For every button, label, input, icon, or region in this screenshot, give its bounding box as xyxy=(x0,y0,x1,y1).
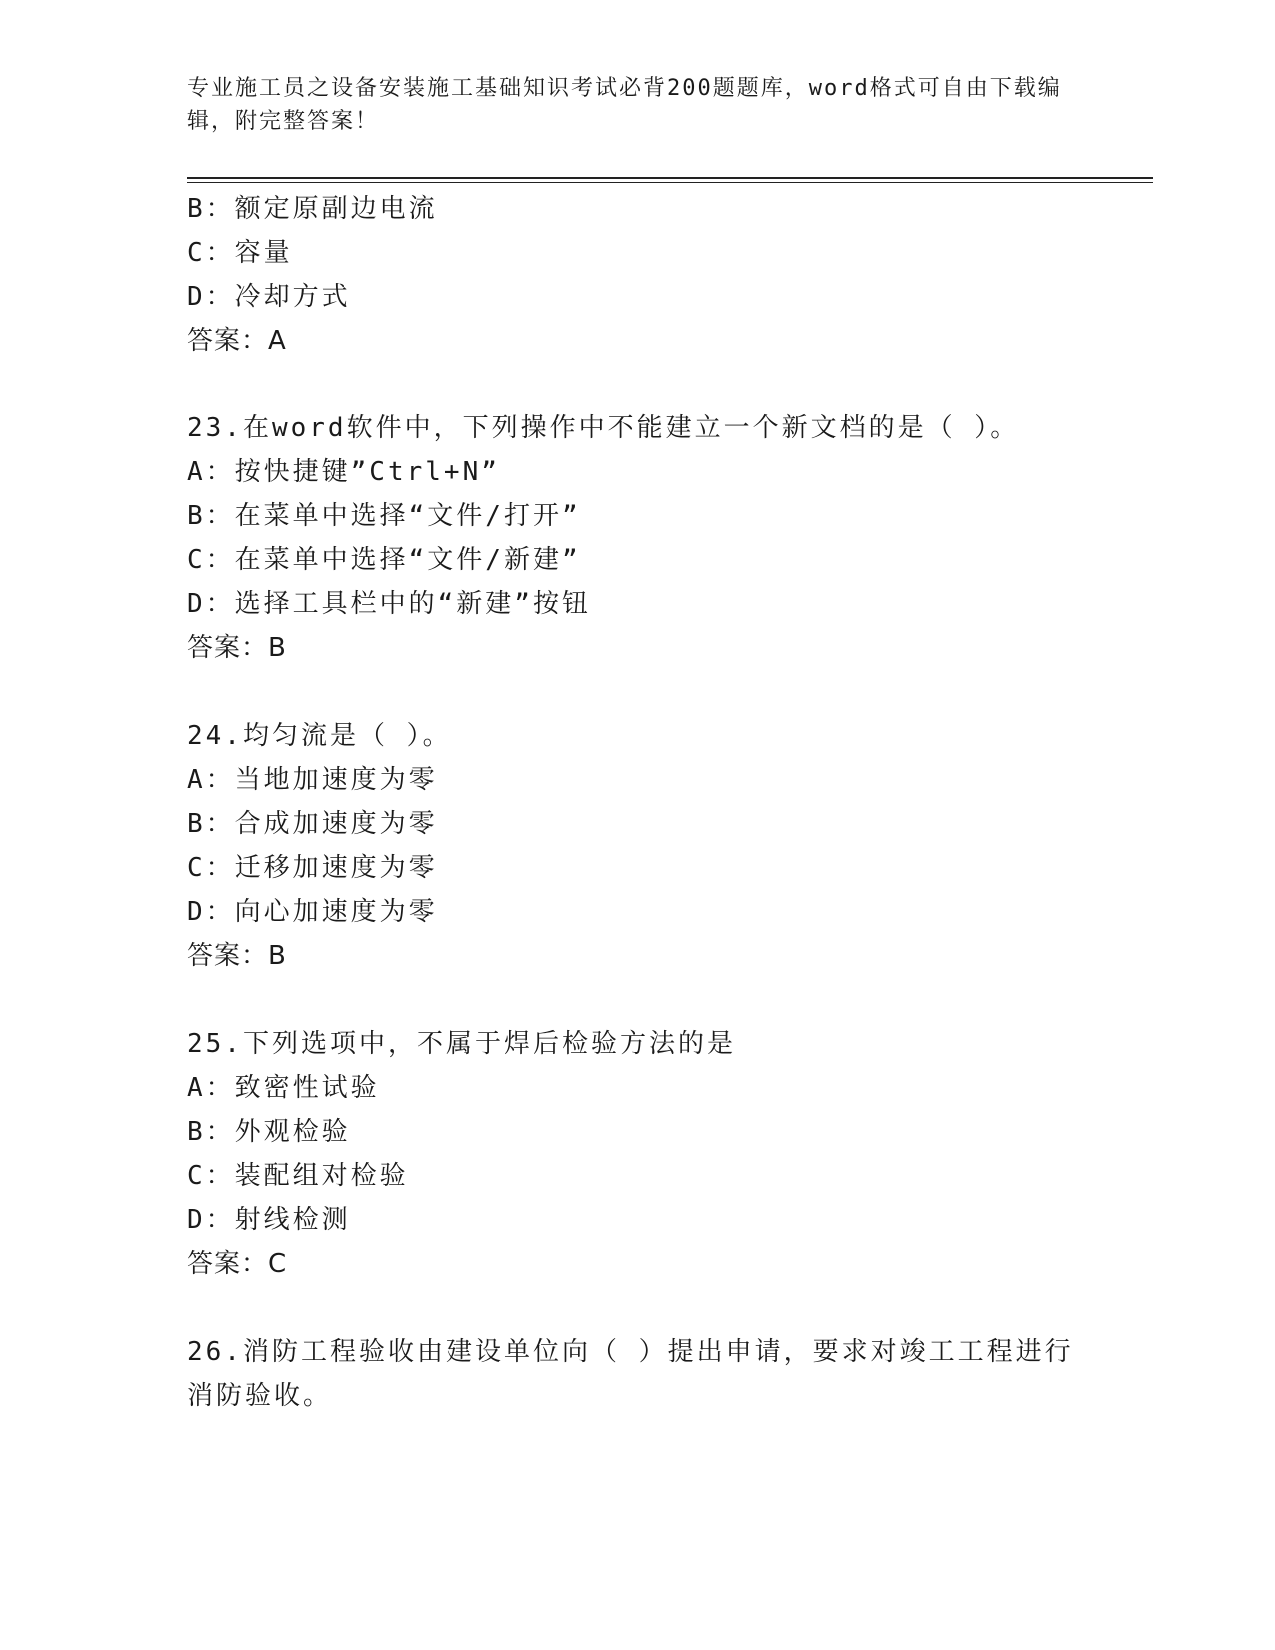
option-d: D：射线检测 xyxy=(187,1205,351,1235)
option-b: B：合成加速度为零 xyxy=(187,809,438,839)
option-d: D：向心加速度为零 xyxy=(187,897,438,927)
question-26-continued: 消防验收。 xyxy=(187,1381,333,1411)
option-d: D：选择工具栏中的“新建”按钮 xyxy=(187,589,591,619)
option-c: C：在菜单中选择“文件/新建” xyxy=(187,545,581,575)
question-23: 23.在word软件中，下列操作中不能建立一个新文档的是（ ）。 xyxy=(187,413,1020,443)
option-c: C：迁移加速度为零 xyxy=(187,853,438,883)
option-b: B：在菜单中选择“文件/打开” xyxy=(187,501,581,531)
option-d: D：冷却方式 xyxy=(187,282,351,312)
document-header: 专业施工员之设备安装施工基础知识考试必背200题题库，word格式可自由下载编辑，附完整答案！ xyxy=(187,76,1062,134)
question-24: 24.均匀流是（ ）。 xyxy=(187,721,452,751)
option-c: C：装配组对检验 xyxy=(187,1161,409,1191)
option-a: A：致密性试验 xyxy=(187,1073,380,1103)
answer: 答案：B xyxy=(187,633,287,663)
answer: 答案：A xyxy=(187,326,287,356)
option-b: B：额定原副边电流 xyxy=(187,194,438,224)
option-c: C：容量 xyxy=(187,238,293,268)
option-b: B：外观检验 xyxy=(187,1117,351,1147)
answer: 答案：B xyxy=(187,941,287,971)
option-a: A：当地加速度为零 xyxy=(187,765,438,795)
option-a: A：按快捷键”Ctrl+N” xyxy=(187,457,500,487)
header-rule-thin xyxy=(187,182,1153,183)
question-26: 26.消防工程验收由建设单位向（ ）提出申请，要求对竣工工程进行 xyxy=(187,1337,1074,1367)
header-rule-thick xyxy=(187,177,1153,179)
question-25: 25.下列选项中，不属于焊后检验方法的是 xyxy=(187,1029,736,1059)
answer: 答案：C xyxy=(187,1249,288,1279)
